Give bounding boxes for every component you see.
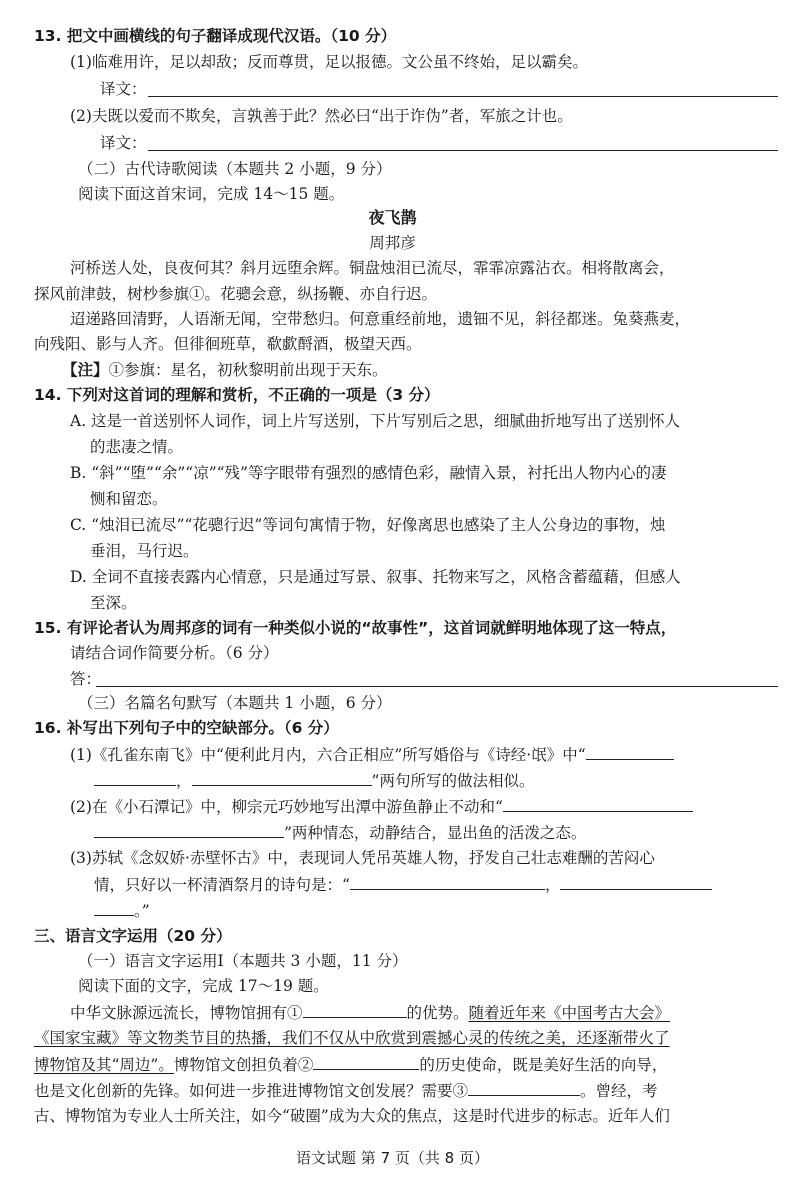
section2-intro: 阅读下面这首宋词，完成 14～15 题。 bbox=[78, 185, 345, 203]
q16-item-1-line-2: ， ”两句所写的做法相似。 bbox=[94, 770, 534, 791]
q14-stem: 14. 下列对这首词的理解和赏析，不正确的一项是（3 分） bbox=[34, 386, 440, 404]
passage-line-1: 中华文脉源远流长，博物馆拥有① 的优势。随着近年来《中国考古大会》 bbox=[70, 1004, 671, 1022]
part3-intro: 阅读下面的文字，完成 17～19 题。 bbox=[78, 977, 329, 995]
passage-blank-3[interactable] bbox=[468, 1080, 580, 1096]
q16-item-3-line-3: 。” bbox=[94, 900, 150, 921]
q15-answer-label: 答： bbox=[70, 670, 102, 688]
q14-option-a-line-2: 的悲凄之情。 bbox=[90, 438, 184, 456]
q16-item-3-line-2: 情，只好以一杯清酒祭月的诗句是：“ ， bbox=[94, 874, 712, 895]
poem-note-text: ①参旗：星名，初秋黎明前出现于天东。 bbox=[108, 361, 388, 379]
q13-stem: 13. 把文中画横线的句子翻译成现代汉语。（10 分） bbox=[34, 27, 397, 45]
passage-line-5: 古、博物馆为专业人士所关注，如今“破圈”成为大众的焦点，这是时代进步的标志。近年人们 bbox=[34, 1107, 670, 1125]
q14-option-c-line-1: C. “烛泪已流尽”“花骢行迟”等词句寓情于物，好像离思也感染了主人公身边的事物，烛 bbox=[70, 516, 666, 534]
poem-line-1: 河桥送人处，良夜何其？斜月远堕余辉。铜盘烛泪已流尽，霏霏凉露沾衣。相将散离会， bbox=[70, 259, 675, 277]
q16-item-3-line-1: (3)苏轼《念奴娇·赤壁怀古》中，表现词人凭吊英雄人物，抒发自己壮志难酬的苦闷心 bbox=[70, 849, 655, 867]
q14-option-b-line-2: 恻和留恋。 bbox=[90, 490, 168, 508]
q15-answer-line[interactable] bbox=[96, 686, 778, 687]
q16-stem: 16. 补写出下列句子中的空缺部分。（6 分） bbox=[34, 719, 339, 737]
poem-note-label: 【注】 bbox=[62, 361, 109, 379]
section3-heading: （三）名篇名句默写（本题共 1 小题，6 分） bbox=[78, 694, 392, 712]
q16-blank-1a[interactable] bbox=[586, 744, 674, 760]
q16-blank-1c[interactable] bbox=[192, 770, 372, 786]
q15-stem-line-2: 请结合词作简要分析。（6 分） bbox=[70, 644, 279, 662]
q14-option-a-line-1: A. 这是一首送别怀人词作，词上片写送别，下片写别后之思，细腻曲折地写出了送别怀人 bbox=[70, 412, 681, 430]
q15-stem-line-1: 15. 有评论者认为周邦彦的词有一种类似小说的“故事性”，这首词就鲜明地体现了这一特点， bbox=[34, 619, 677, 637]
q14-option-d-line-1: D. 全词不直接表露内心情意，只是通过写景、叙事、托物来写之，风格含蓄蕴藉，但感人 bbox=[70, 568, 681, 586]
q16-blank-1b[interactable] bbox=[94, 770, 176, 786]
q13-item-1: (1)临难用许，足以却敌；反而尊贯，足以报德。文公虽不终始，足以霸矣。 bbox=[70, 53, 588, 71]
q16-item-2-line-1: (2)在《小石潭记》中，柳宗元巧妙地写出潭中游鱼静止不动和“ bbox=[70, 796, 693, 817]
q13-translation-label-1: 译文： bbox=[100, 80, 147, 98]
poem-line-4: 向残阳、影与人齐。但徘徊班草，欷歔酹酒，极望天西。 bbox=[34, 335, 422, 353]
passage-line-3: 博物馆及其“周边”。博物馆文创担负着② 的历史使命，既是美好生活的向导， bbox=[34, 1056, 668, 1074]
q13-answer-line-1[interactable] bbox=[148, 96, 778, 97]
q16-blank-3b[interactable] bbox=[560, 874, 712, 890]
passage-blank-1[interactable] bbox=[303, 1002, 407, 1018]
q16-blank-3c[interactable] bbox=[94, 900, 134, 916]
q13-translation-label-2: 译文： bbox=[100, 134, 147, 152]
q16-blank-2b[interactable] bbox=[94, 822, 284, 838]
q16-item-1-line-1: (1)《孔雀东南飞》中“便利此月内，六合正相应”所写婚俗与《诗经·氓》中“ bbox=[70, 744, 674, 765]
q13-answer-line-2[interactable] bbox=[148, 150, 778, 151]
q16-blank-3a[interactable] bbox=[350, 874, 545, 890]
part3-subheading: （一）语言文字运用Ⅰ（本题共 3 小题，11 分） bbox=[78, 952, 408, 970]
q14-option-b-line-1: B. “斜”“堕”“余”“凉”“残”等字眼带有强烈的感情色彩，融情入景，衬托出人物内心的凄 bbox=[70, 464, 667, 482]
section2-heading: （二）古代诗歌阅读（本题共 2 小题，9 分） bbox=[78, 160, 392, 178]
q14-option-c-line-2: 垂泪，马行迟。 bbox=[90, 542, 199, 560]
poem-line-2: 探风前津鼓，树杪参旗①。花骢会意，纵扬鞭、亦自行迟。 bbox=[34, 285, 438, 303]
poem-author: 周邦彦 bbox=[369, 234, 416, 252]
poem-title: 夜飞鹊 bbox=[368, 208, 417, 227]
passage-blank-2[interactable] bbox=[313, 1054, 419, 1070]
q13-item-2: (2)夫既以爱而不欺矣，言孰善于此？然必曰“出于诈伪”者，军旅之计也。 bbox=[70, 107, 573, 125]
poem-note bbox=[62, 360, 388, 380]
poem-line-3: 迢递路回清野，人语渐无闻，空带愁归。何意重经前地，遗钿不见，斜径都迷。兔葵燕麦， bbox=[70, 310, 691, 328]
passage-line-4: 也是文化创新的先锋。如何进一步推进博物馆文创发展？需要③ 。曾经，考 bbox=[34, 1082, 658, 1100]
passage-line-2: 《国家宝藏》等文物类节目的热播，我们不仅从中欣赏到震撼心灵的传统之美，还逐渐带火了 bbox=[34, 1029, 670, 1047]
q14-option-d-line-2: 至深。 bbox=[90, 594, 137, 612]
page-footer: 语文试题 第 7 页（共 8 页） bbox=[296, 1149, 489, 1167]
part3-heading: 三、语言文字运用（20 分） bbox=[34, 927, 232, 945]
q16-item-2-line-2: ”两种情态，动静结合，显出鱼的活泼之态。 bbox=[94, 822, 586, 843]
q16-blank-2a[interactable] bbox=[503, 796, 693, 812]
